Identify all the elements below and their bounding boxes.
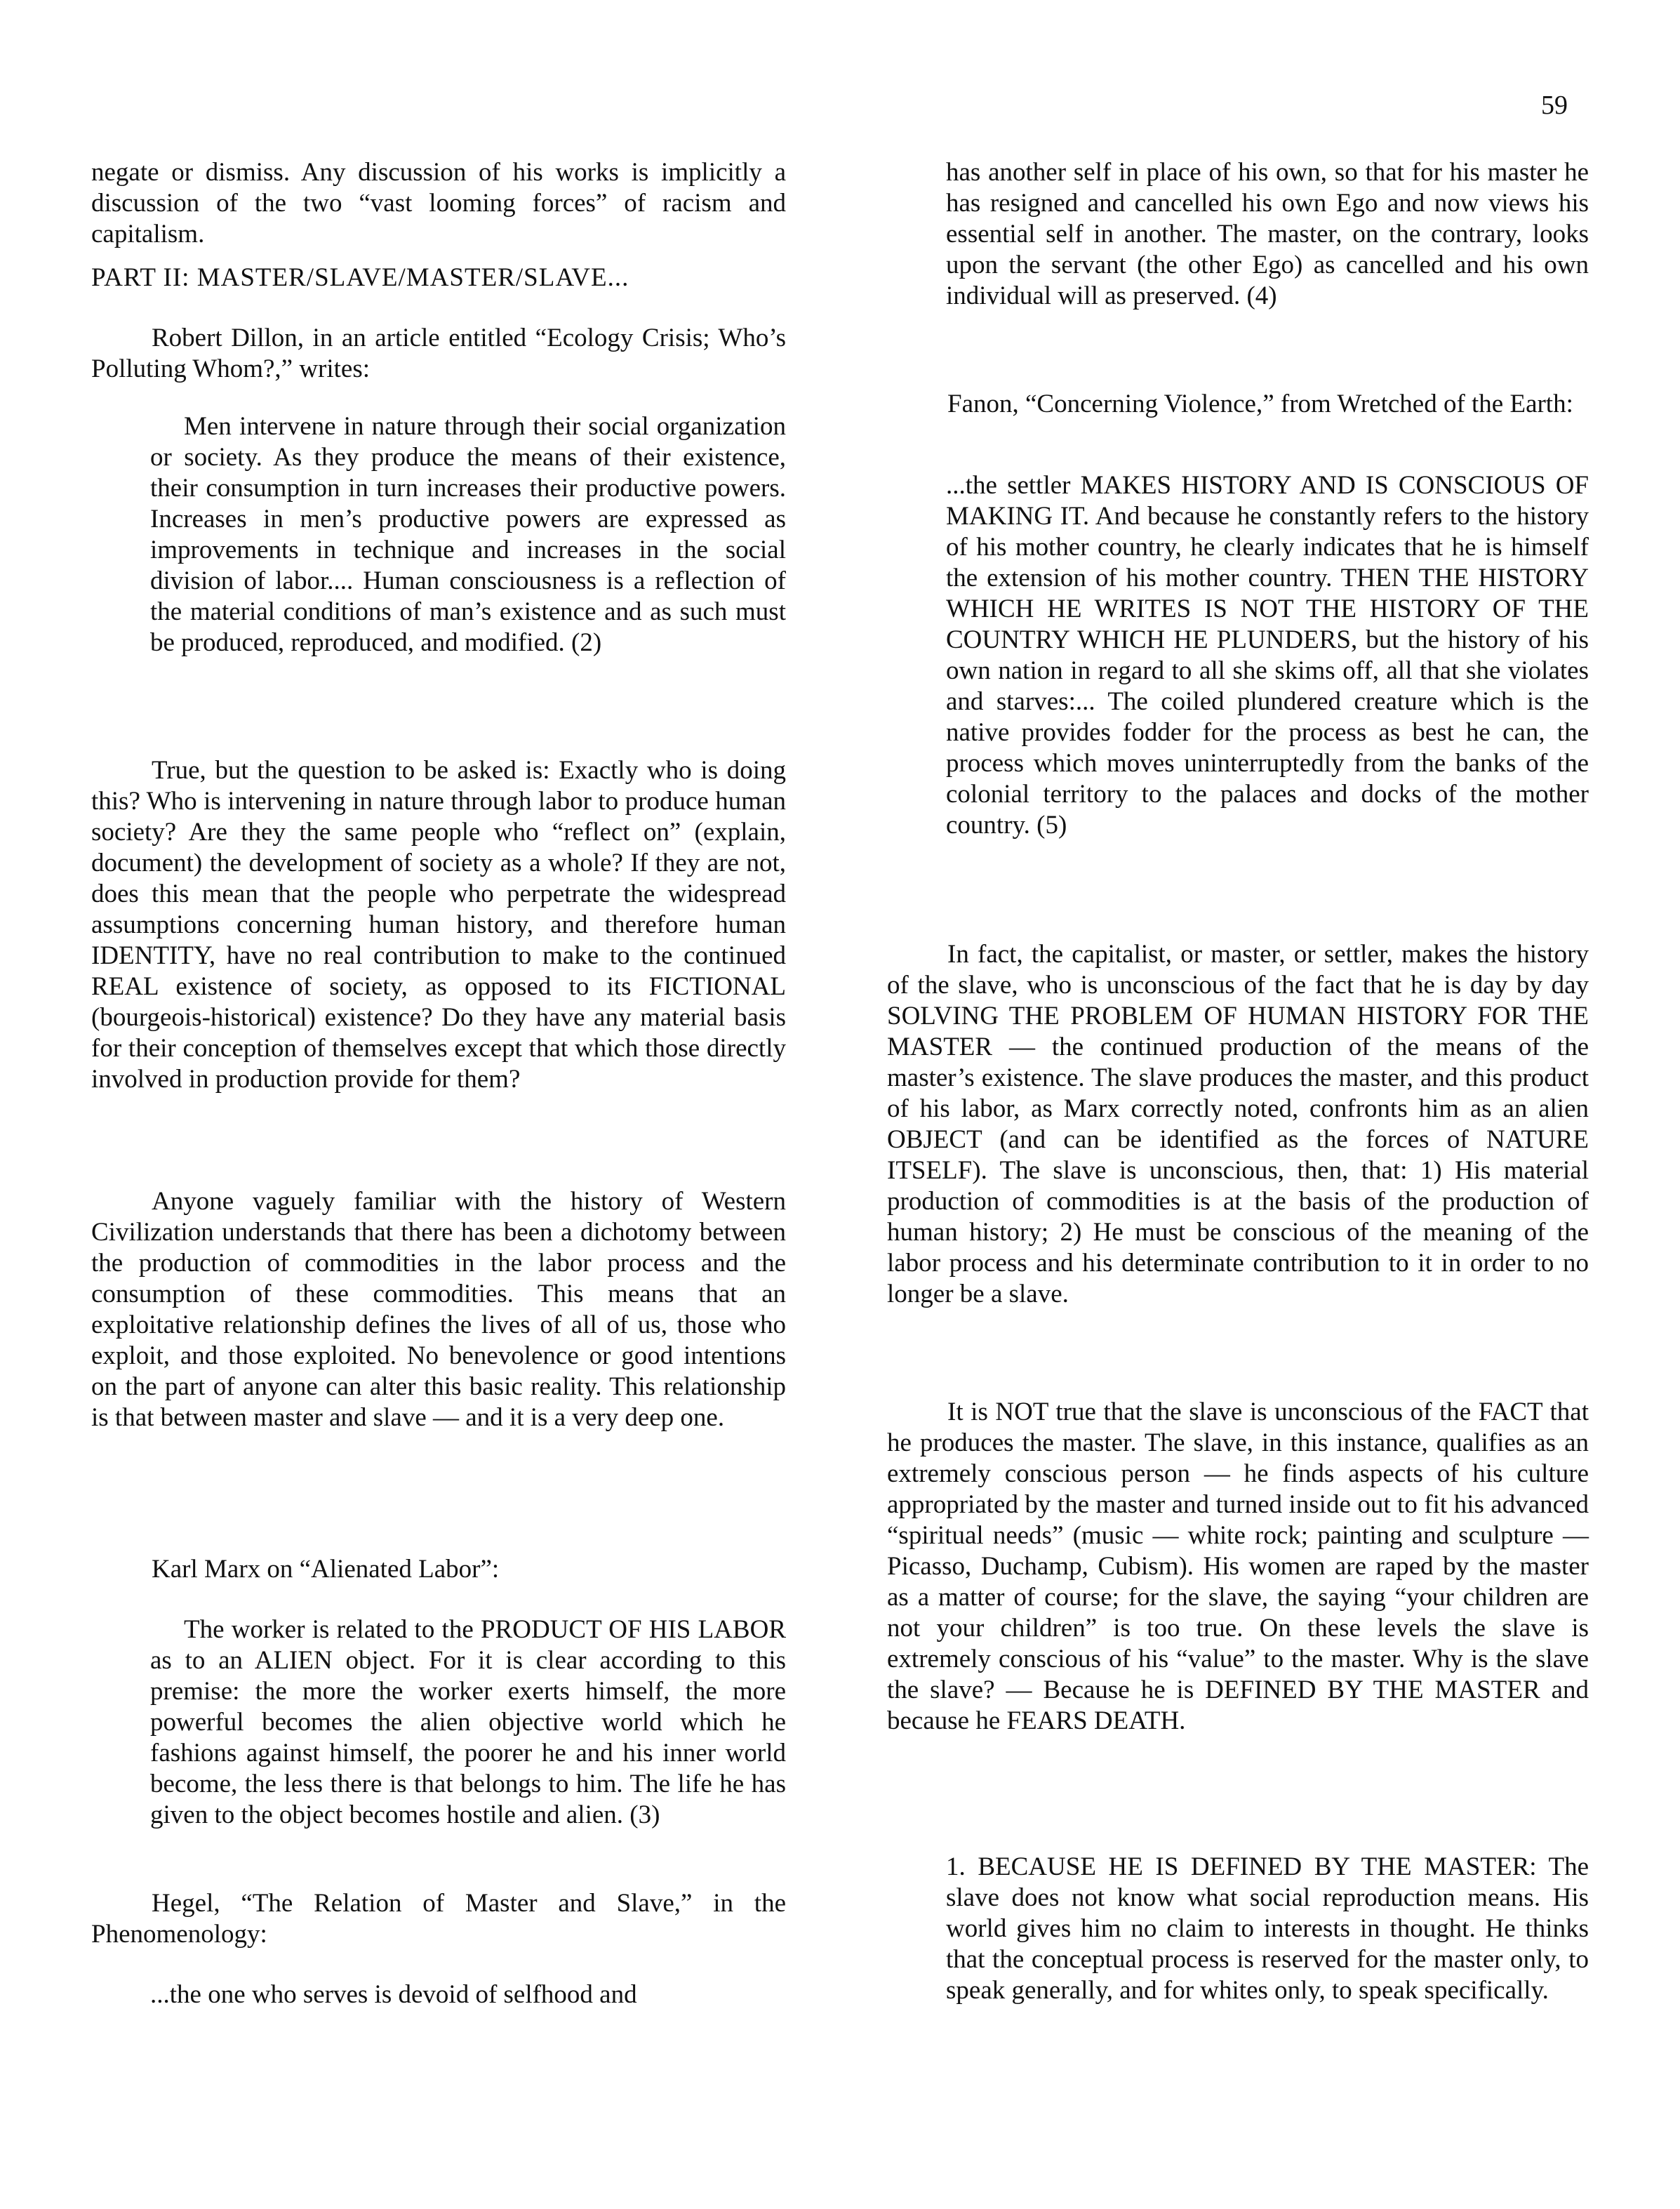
paragraph-in-fact bbox=[887, 939, 1589, 1310]
paragraph-text: 1. BECAUSE HE IS DEFINED BY THE MASTER: The slave does not know what social reproduction means. His world gives him no claim to interests in thought. He thinks that the conceptual process is reserved for the master only, to speak generally, and for whites only, to speak specifically. bbox=[946, 1852, 1589, 2005]
paragraph-text: Robert Dillon, in an article entitled “Ecology Crisis; Who’s Polluting Whom?,” writes: bbox=[91, 324, 786, 383]
block-quote-fanon bbox=[887, 470, 1589, 841]
quote-text: The worker is related to the PRODUCT OF HIS LABOR as to an ALIEN object. For it is clear according to this premise: the more the worker exerts himself, the more powerful becomes the alien objective world which he fashions against himself, the poorer he and his inner world become, the less there is that belongs to him. The life he has given to the object becomes hostile and alien. (3) bbox=[150, 1615, 786, 1829]
paragraph-text: In fact, the capitalist, or master, or settler, makes the history of the slave, who is unconscious of the fact that he is day by day SOLVING THE PROBLEM OF HUMAN HISTORY FOR THE MASTER — the continued production of the means of the master’s existence. The slave produces the master, and this product of his labor, as Marx correctly noted, confronts him as an alien OBJECT (and can be identified as the forces of NATURE ITSELF). The slave is unconscious, then, that: 1) His material production of commodities is at the basis of the production of human history; 2) He must be conscious of the meaning of the labor process and his determinate contribution to it in order to no longer be a slave. bbox=[887, 940, 1589, 1308]
quote-text: Men intervene in nature through their social organization or society. As they produce the means of their existence, their consumption in turn increases their productive powers. Increases in men’s productive powers are expressed as improvements in technique and increases in the social division of labor.... Human consciousness is a reflection of the material conditions of man’s existence and as such must be produced, reproduced, and modified. (2) bbox=[150, 412, 786, 657]
paragraph-dillon-intro bbox=[91, 323, 786, 385]
paragraph-fanon-intro bbox=[887, 389, 1589, 420]
block-quote-dillon bbox=[91, 411, 786, 658]
quote-text: ...the one who serves is devoid of selfhood and bbox=[150, 1980, 637, 2009]
paragraph-dichotomy bbox=[91, 1186, 786, 1433]
paragraph-text: Hegel, “The Relation of Master and Slave,” in the Phenomenology: bbox=[91, 1889, 786, 1949]
paragraph-text: Anyone vaguely familiar with the history of Western Civilization understands that there has been a dichotomy between the production of commodities in the labor process and the consumption of these commodities. This means that an exploitative relationship defines the lives of all of us, those who exploit, and those exploited. No benevolence or good intentions on the part of anyone can alter this basic reality. This relationship is that between master and slave — and it is a very deep one. bbox=[91, 1187, 786, 1432]
paragraph-hegel-intro bbox=[91, 1888, 786, 1950]
block-quote-hegel-cont bbox=[887, 157, 1589, 312]
quote-text: has another self in place of his own, so that for his master he has resigned and cancelled his own Ego and now views his essential self in another. The master, on the contrary, looks upon the servant (the other Ego) as cancelled and his own individual will as preserved. (4) bbox=[946, 158, 1589, 310]
section-heading bbox=[91, 263, 786, 293]
section-heading-text: PART II: MASTER/SLAVE/MASTER/SLAVE... bbox=[91, 263, 629, 292]
paragraph-marx-intro bbox=[91, 1554, 786, 1585]
paragraph-not-true bbox=[887, 1397, 1589, 1737]
paragraph-text: Fanon, “Concerning Violence,” from Wretched of the Earth: bbox=[947, 390, 1573, 418]
block-quote-marx bbox=[91, 1614, 786, 1831]
paragraph-continuation bbox=[91, 157, 786, 250]
numbered-point-1 bbox=[887, 1852, 1589, 2006]
paragraph-text: It is NOT true that the slave is unconscious of the FACT that he produces the master. The slave, in this instance, qualifies as an extremely conscious person — he finds aspects of his culture appropriated by the master and turned inside out to fit his advanced “spiritual needs” (music — white rock; painting and sculpture — Picasso, Duchamp, Cubism). His women are raped by the master as a matter of course; for the slave, the saying “your children are not your children” is too true. On these levels the slave is extremely conscious of his “value” to the master. Why is the slave the slave? — Because he is DEFINED BY THE MASTER and because he FEARS DEATH. bbox=[887, 1398, 1589, 1735]
page-number: 59 bbox=[1541, 91, 1568, 120]
block-quote-hegel-start bbox=[91, 1979, 786, 2010]
paragraph-text: negate or dismiss. Any discussion of his works is implicitly a discussion of the two “vast looming forces” of racism and capitalism. bbox=[91, 158, 786, 248]
paragraph-text: Karl Marx on “Alienated Labor”: bbox=[152, 1555, 500, 1584]
paragraph-text: True, but the question to be asked is: Exactly who is doing this? Who is intervening in nature through labor to produce human society? Are they the same people who “reflect on” (explain, document) the development of society as a whole? If they are not, does this mean that the people who perpetrate the widespread assumptions concerning human history, and therefore human IDENTITY, have no real contribution to make to the continued REAL existence of society, as opposed to its FICTIONAL (bourgeois-historical) existence? Do they have any material basis for their conception of themselves except that which those directly involved in production provide for them? bbox=[91, 756, 786, 1094]
quote-text: ...the settler MAKES HISTORY AND IS CONSCIOUS OF MAKING IT. And because he constantly refers to the history of his mother country, he clearly indicates that he is himself the extension of his mother country. THEN THE HISTORY WHICH HE WRITES IS NOT THE HISTORY OF THE COUNTRY WHICH HE PLUNDERS, but the history of his own nation in regard to all she skims off, all that she violates and starves:... The coiled plundered creature which is the native provides fodder for the process as best he can, the process which moves uninterruptedly from the banks of the colonial territory to the palaces and docks of the mother country. (5) bbox=[946, 471, 1589, 840]
paragraph-question bbox=[91, 755, 786, 1095]
